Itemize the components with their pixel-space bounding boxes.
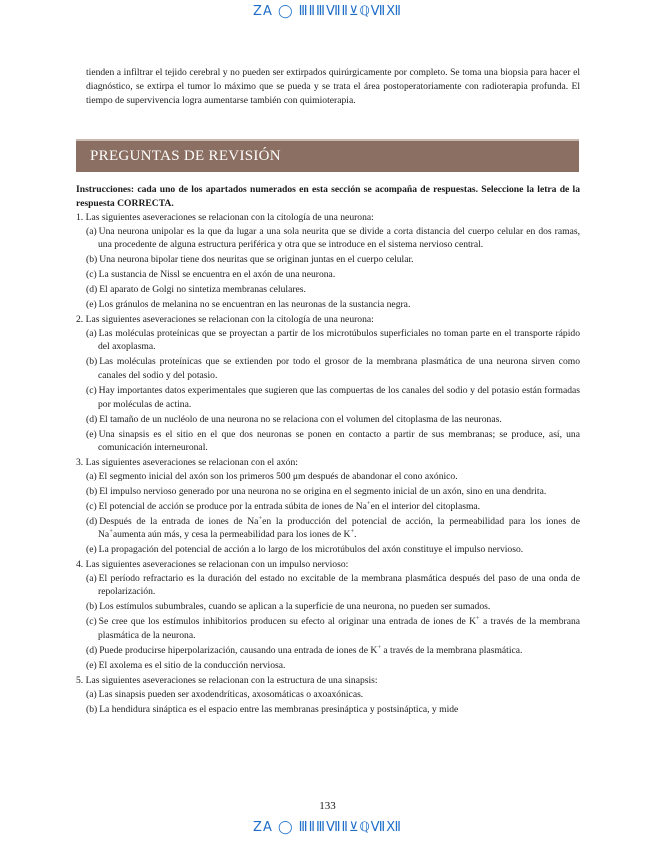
answer-option — [76, 703, 580, 717]
option-text: Una neurona bipolar tiene dos neuritas que se originan juntas en el cuerpo celular. — [99, 254, 414, 266]
option-text: Los estímulos subumbrales, cuando se aplican a la superficie de una neurona, no pueden ser sumados. — [99, 601, 491, 613]
option-letter: (c) — [86, 269, 97, 281]
option-letter: (b) — [86, 254, 98, 266]
answer-option — [76, 572, 580, 599]
option-letter: (c) — [86, 385, 97, 397]
answer-option — [76, 543, 580, 557]
option-text: La propagación del potencial de acción a lo largo de los microtúbulos del axón constituye el impulso nervioso. — [98, 544, 524, 556]
option-text: Se cree que los estímulos inhibitorios producen su efecto al originar una entrada de iones de K — [98, 616, 477, 628]
question-1 — [76, 211, 580, 312]
option-text: aumenta aún más, y cesa la permeabilidad para los iones de K — [112, 529, 351, 541]
option-letter: (a) — [86, 327, 97, 339]
option-letter: (a) — [86, 688, 97, 700]
option-letter: (b) — [86, 356, 98, 368]
option-list — [76, 225, 580, 312]
answer-option — [76, 500, 580, 514]
option-letter: (c) — [86, 616, 97, 628]
option-text: La sustancia de Nissl se encuentra en el axón de una neurona. — [98, 269, 336, 281]
option-text: a través de la membrana plasmática de la neurona. — [98, 616, 581, 642]
page-number: 133 — [319, 800, 336, 812]
option-letter: (d) — [86, 515, 98, 527]
option-text: en la producción del potencial de acción, la permeabilidad para los iones de Na — [98, 515, 580, 541]
option-text: . — [354, 529, 357, 541]
option-text: Hay importantes datos experimentales que sugieren que las compuertas de los canales del sodio y del potasio están formadas por moléculas de actina. — [98, 385, 580, 410]
answer-option — [76, 470, 580, 484]
superscript: + — [377, 643, 381, 651]
option-letter: (d) — [86, 645, 98, 657]
questions-section — [76, 183, 580, 718]
instructions: Instrucciones: cada uno de los apartados numerados en esta sección se acompaña de respuestas. Seleccione la letra de la respuesta CORRECTA. — [76, 184, 580, 209]
option-text: El axolema es el sitio de la conducción nerviosa. — [98, 660, 286, 672]
option-text: El período refractario es la duración del estado no excitable de la membrana plasmática después del paso de una onda de repolarización. — [98, 572, 580, 598]
watermark-top: ZA ◯ ⅢⅡⅢⅦⅡ⊻ℚⅦⅫ — [253, 4, 402, 19]
question-stem: 4. Las siguientes aseveraciones se relacionan con un impulso nervioso: — [76, 559, 349, 571]
option-letter: (a) — [86, 470, 97, 482]
option-text: El aparato de Golgi no sintetiza membranas celulares. — [99, 284, 306, 296]
option-list — [76, 688, 580, 717]
question-5 — [76, 674, 580, 716]
option-text: Las moléculas proteínicas que se proyectan a partir de los microtúbulos superficiales no toman parte en el transporte rápido del axoplasma. — [98, 327, 580, 353]
option-letter: (b) — [86, 703, 98, 715]
answer-option — [76, 327, 580, 354]
answer-option — [76, 515, 580, 542]
option-text: Después de la entrada de iones de Na — [99, 515, 259, 527]
question-2 — [76, 313, 580, 455]
superscript: + — [350, 528, 355, 536]
option-letter: (d) — [86, 413, 98, 425]
option-text: Las sinapsis pueden ser axodendríticas, axosomáticas o axoaxónicas. — [98, 688, 364, 700]
intro-paragraph: tienden a infiltrar el tejido cerebral y no pueden ser extirpados quirúrgicamente por completo. Se toma una biopsia para hacer el diagnóstico, se extirpa el tumor lo máximo que se pueda y se trata el área postoperatoriamente con radioterapia profunda. El tiempo de supervivencia logra aumentarse también con quimioterapia. — [86, 67, 580, 106]
superscript: + — [109, 528, 113, 536]
option-text: Las moléculas proteínicas que se extienden por todo el grosor de la membrana plasmática de una neurona sirven como canales del sodio y del potasio. — [98, 356, 580, 382]
option-text: Una neurona unipolar es la que da lugar a una sola neurita que se divide a corta distancia del cuerpo celular en dos ramas, una procedente de alguna estructura periférica y otra que se introduce en el sistema nervioso central. — [98, 225, 580, 251]
superscript: + — [366, 499, 371, 507]
answer-option — [76, 615, 580, 642]
question-list — [76, 211, 580, 716]
option-letter: (a) — [86, 572, 97, 584]
answer-option — [76, 688, 580, 702]
option-letter: (c) — [86, 500, 97, 512]
option-text: El segmento inicial del axón son los primeros 500 μm después de abandonar el cono axónico. — [98, 470, 458, 482]
option-text: en el interior del citoplasma. — [370, 500, 481, 512]
section-title: PREGUNTAS DE REVISIÓN — [76, 139, 579, 172]
option-text: a través de la membrana plasmática. — [380, 645, 523, 657]
option-letter: (e) — [86, 544, 97, 556]
answer-option — [76, 644, 580, 658]
question-3 — [76, 456, 580, 557]
question-stem: 5. Las siguientes aseveraciones se relacionan con la estructura de una sinapsis: — [76, 675, 378, 686]
answer-option — [76, 413, 580, 427]
option-list — [76, 572, 580, 673]
superscript: + — [258, 514, 263, 522]
option-text: La hendidura sináptica es el espacio entre las membranas presináptica y postsináptica, y mide — [99, 703, 459, 715]
superscript: + — [476, 615, 480, 623]
answer-option — [76, 355, 580, 382]
option-text: Puede producirse hiperpolarización, causando una entrada de iones de K — [99, 645, 378, 657]
watermark-bottom: ZA ◯ ⅢⅡⅢⅦⅡ⊻ℚⅦⅫ — [253, 820, 402, 835]
option-letter: (b) — [86, 485, 98, 497]
question-4 — [76, 558, 580, 672]
option-letter: (e) — [86, 299, 97, 311]
option-letter: (a) — [86, 225, 97, 237]
answer-option — [76, 428, 580, 455]
option-text: Una sinapsis es el sitio en el que dos neuronas se ponen en contacto a partir de sus membranas; se produce, así, una comunicación interneuronal. — [98, 428, 580, 454]
option-text: Los gránulos de melanina no se encuentran en las neuronas de la sustancia negra. — [98, 299, 411, 311]
answer-option — [76, 225, 580, 252]
option-letter: (e) — [86, 660, 97, 672]
question-stem: 1. Las siguientes aseveraciones se relacionan con la citología de una neurona: — [76, 212, 374, 224]
answer-option — [76, 268, 580, 282]
answer-option — [76, 600, 580, 614]
option-list — [76, 327, 580, 455]
option-list — [76, 470, 580, 557]
option-letter: (d) — [86, 284, 98, 296]
option-letter: (e) — [86, 428, 97, 440]
answer-option — [76, 659, 580, 673]
option-text: El potencial de acción se produce por la entrada súbita de iones de Na — [98, 500, 367, 512]
option-text: El tamaño de un nucléolo de una neurona no se relaciona con el volumen del citoplasma de las neuronas. — [99, 413, 502, 425]
option-text: El impulso nervioso generado por una neurona no se origina en el segmento inicial de un axón, sino en una dendrita. — [99, 485, 547, 497]
answer-option — [76, 253, 580, 267]
option-letter: (b) — [86, 601, 98, 613]
answer-option — [76, 298, 580, 312]
question-stem: 2. Las siguientes aseveraciones se relacionan con la citología de una neurona: — [76, 314, 374, 326]
answer-option — [76, 384, 580, 411]
answer-option — [76, 283, 580, 297]
question-stem: 3. Las siguientes aseveraciones se relacionan con el axón: — [76, 457, 298, 469]
answer-option — [76, 485, 580, 499]
